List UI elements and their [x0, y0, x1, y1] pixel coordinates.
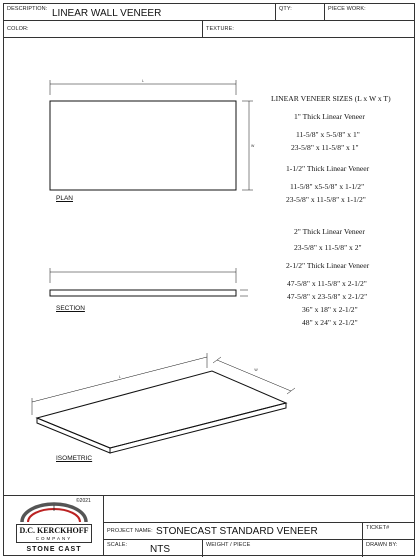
drawn-by-label: DRAWN BY:: [366, 542, 398, 548]
isometric-side-face: [110, 403, 286, 453]
isometric-caption: ISOMETRIC: [56, 455, 93, 462]
project-name-value: STONECAST STANDARD VENEER: [156, 526, 318, 537]
size-group-1-item-2: 23-5/8" x 11-5/8" x 1": [291, 143, 359, 152]
texture-label: TEXTURE:: [206, 26, 234, 32]
isometric-dim-label-w: W: [254, 368, 258, 372]
drawing-sheet: [3, 3, 415, 556]
size-group-1-item-1: 11-5/8" x 5-5/8" x 1": [296, 130, 360, 139]
logo-box: [16, 524, 92, 543]
logo-name: D.C. KERCKHOFF: [19, 526, 89, 535]
piece-work-label: PIECE WORK:: [328, 6, 366, 12]
plan-rectangle: [50, 101, 236, 190]
qty-cell: [275, 4, 324, 20]
title-block: [4, 495, 414, 556]
drawing-area: [4, 38, 414, 516]
isometric-dim-line-width: [217, 360, 291, 391]
section-caption: SECTION: [56, 305, 85, 312]
size-group-4-item-3: 36" x 18" x 2-1/2": [302, 305, 358, 314]
size-group-4-heading: 2-1/2" Thick Linear Veneer: [286, 261, 370, 270]
plan-dim-label-w: W: [251, 144, 255, 148]
section-rectangle: [50, 290, 236, 296]
scale-label: SCALE:: [107, 542, 128, 548]
logo-cell: [4, 496, 104, 556]
copyright-text: ©2021: [76, 498, 91, 504]
plan-view: [50, 80, 253, 190]
size-group-1-heading: 1" Thick Linear Veneer: [294, 112, 365, 121]
isometric-front-face: [37, 418, 110, 453]
texture-cell: [202, 21, 416, 37]
size-group-3-heading: 2" Thick Linear Veneer: [294, 227, 365, 236]
drawn-by-cell: [362, 540, 414, 557]
qty-label: QTY:: [279, 6, 292, 12]
size-group-4-item-2: 47-5/8" x 23-5/8" x 2-1/2": [287, 292, 368, 301]
plan-dim-label-l: L: [142, 79, 144, 83]
size-group-2-item-2: 23-5/8" x 11-5/8" x 1-1/2": [286, 195, 366, 204]
size-group-3-item-1: 23-5/8" x 11-5/8" x 2": [294, 243, 362, 252]
isometric-dim-label-l: L: [119, 375, 121, 379]
scale-value: NTS: [150, 544, 170, 555]
project-name-row: [104, 522, 414, 540]
isometric-top-face: [37, 371, 286, 448]
description-label: DESCRIPTION:: [7, 6, 48, 12]
ticket-cell: [362, 523, 414, 539]
logo-brand: STONE CAST: [26, 546, 82, 553]
size-group-2-heading: 1-1/2" Thick Linear Veneer: [286, 164, 370, 173]
logo-company: COMPANY: [35, 536, 73, 541]
description-value: LINEAR WALL VENEER: [52, 8, 162, 19]
header-row-color: [4, 21, 414, 38]
section-view: [50, 268, 248, 296]
scale-row: [104, 540, 414, 557]
ticket-label: TICKET#: [366, 525, 390, 531]
header-row-description: [4, 4, 414, 21]
weight-label: WEIGHT / PIECE: [206, 542, 251, 548]
weight-cell: [202, 540, 362, 557]
plan-caption: PLAN: [56, 195, 73, 202]
project-name-label: PROJECT NAME:: [107, 528, 153, 534]
size-group-2-item-1: 11-5/8" x5-5/8" x 1-1/2": [290, 182, 365, 191]
logo-arch-icon: [4, 500, 104, 524]
piece-work-cell: [324, 4, 416, 20]
sizes-title: LINEAR VENEER SIZES (L x W x T): [271, 94, 391, 103]
color-label: COLOR:: [7, 26, 29, 32]
size-group-4-item-4: 48" x 24" x 2-1/2": [302, 318, 358, 327]
size-group-4-item-1: 47-5/8" x 11-5/8" x 2-1/2": [287, 279, 367, 288]
